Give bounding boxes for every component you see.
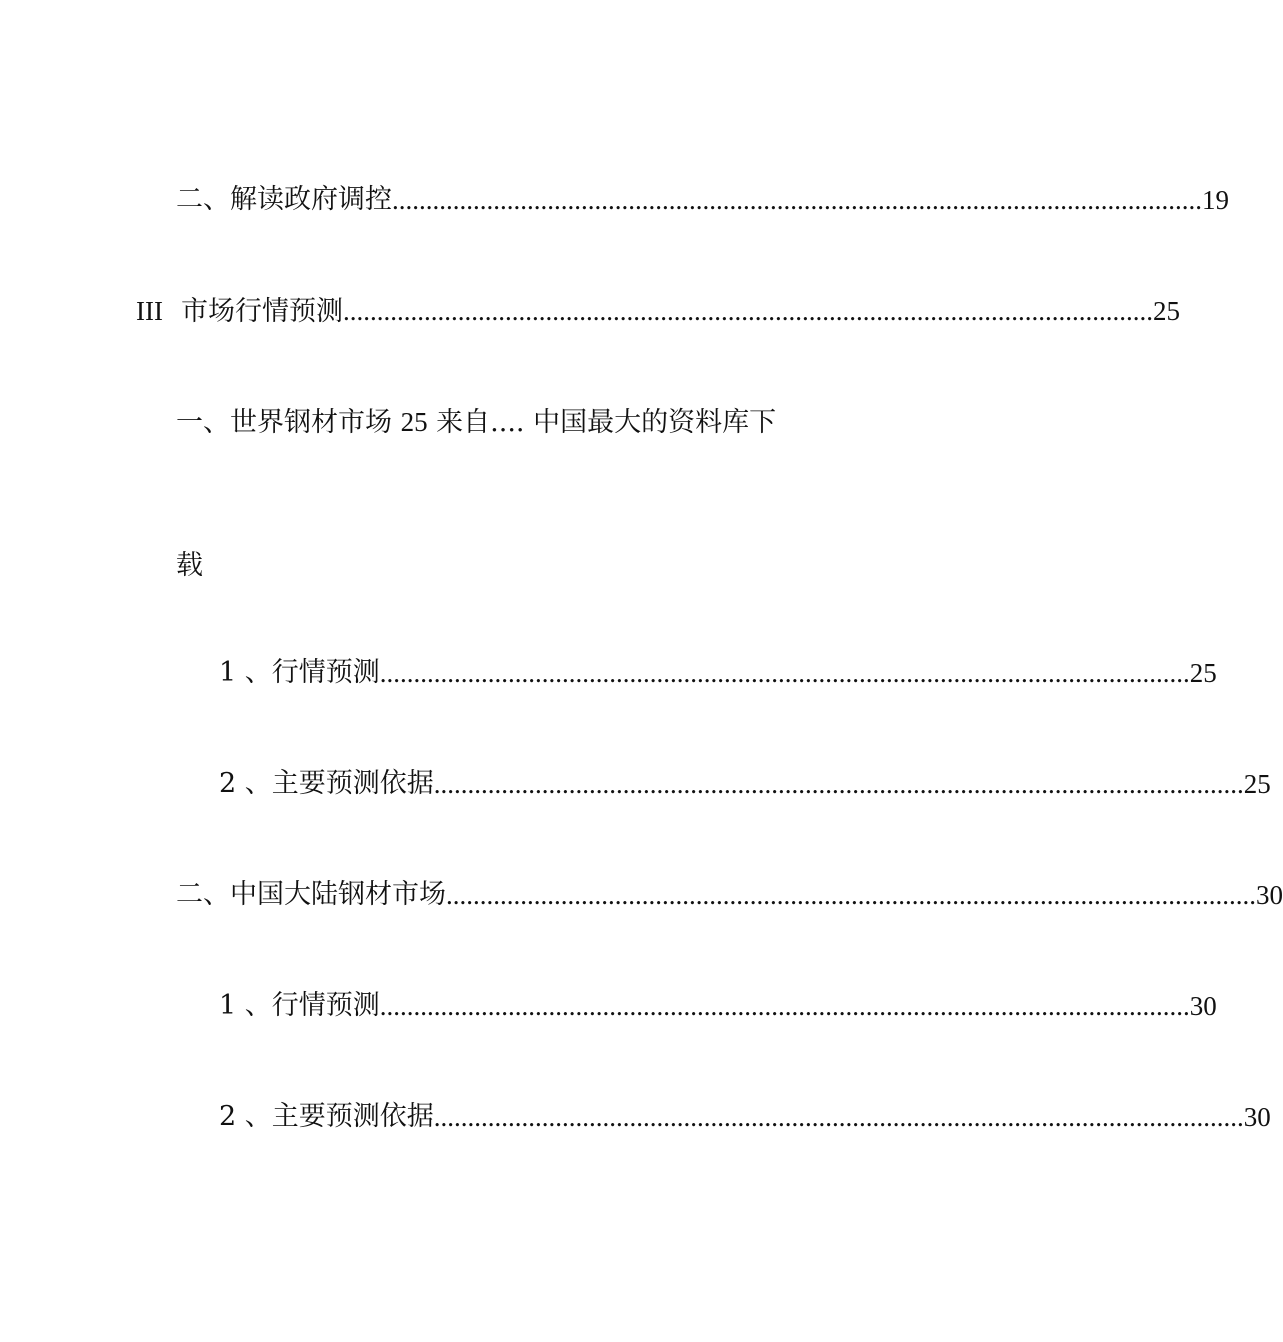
dot-leader: ........................................................................................................................ — [379, 991, 1190, 1021]
toc-entry-china-steel-market[interactable] — [176, 875, 1283, 915]
toc-entry-label-wrap: 载 — [176, 550, 203, 581]
toc-entry-china-forecast-basis[interactable] — [219, 1097, 1271, 1137]
toc-entry-page-number: 19 — [1202, 185, 1229, 215]
part-roman-numeral: III — [136, 296, 163, 326]
dot-leader: ........................................................................................................................ — [392, 185, 1202, 215]
toc-entry-label: 1 、行情预测 — [219, 657, 380, 688]
toc-entry-page-number: 25 — [1189, 658, 1217, 688]
toc-entry-label-continued: 来自.... 中国最大的资料库下 — [427, 407, 777, 438]
toc-entry-label: 2 、主要预测依据 — [219, 1101, 434, 1132]
toc-entry-page-number: 30 — [1256, 880, 1283, 910]
dot-leader: ........................................................................................................................ — [433, 1102, 1244, 1132]
toc-entry-page-number: 30 — [1189, 991, 1217, 1021]
dot-leader: ........................................................................................................................ — [433, 769, 1244, 799]
toc-entry-label: 市场行情预测 — [180, 296, 343, 326]
toc-entry-government-regulation[interactable] — [176, 180, 1229, 220]
toc-entry-china-forecast[interactable] — [219, 986, 1217, 1026]
dot-leader: ........................................................................................................................ — [342, 296, 1153, 326]
toc-entry-world-forecast-basis[interactable] — [219, 764, 1271, 804]
dot-leader: ........................................................................................................................ — [446, 880, 1256, 910]
toc-entry-part-market-forecast[interactable] — [136, 291, 1180, 331]
toc-entry-world-forecast[interactable] — [219, 653, 1217, 693]
toc-entry-page-number: 25 — [400, 407, 428, 437]
toc-entry-page-number: 30 — [1243, 1102, 1271, 1132]
toc-entry-world-steel-market[interactable] — [176, 402, 776, 443]
toc-entry-label: 1 、行情预测 — [219, 990, 380, 1021]
toc-entry-label: 二、中国大陆钢材市场 — [176, 879, 446, 910]
dot-leader: ........................................................................................................................ — [379, 658, 1190, 688]
toc-entry-label: 二、解读政府调控 — [176, 184, 392, 215]
toc-entry-page-number: 25 — [1152, 296, 1180, 326]
toc-entry-label: 一、世界钢材市场 — [176, 407, 401, 438]
toc-entry-label: 2 、主要预测依据 — [219, 768, 434, 799]
toc-entry-page-number: 25 — [1243, 769, 1271, 799]
toc-entry-wrapped-text — [176, 546, 203, 586]
